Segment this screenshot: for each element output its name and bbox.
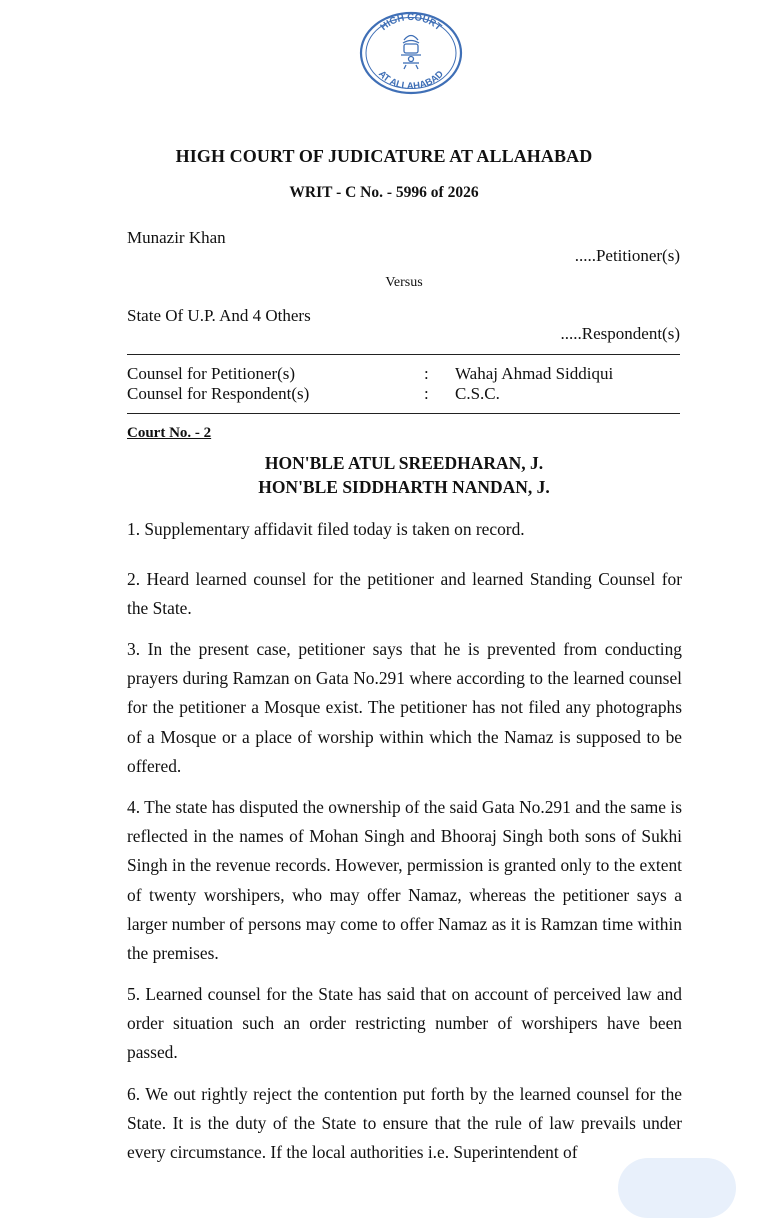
seal-bottom-text: AT ALLAHABAD: [376, 68, 446, 93]
case-number: WRIT - C No. - 5996 of 2026: [289, 184, 479, 201]
counsel-label: Counsel for Petitioner(s): [127, 364, 296, 383]
order-paragraph: 4. The state has disputed the ownership of the said Gata No.291 and the same is reflected in the names of Mohan Singh and Bhooraj Singh both sons of Sukhi Singh in the revenue records. However, permission is granted only to the extent of twenty worshipers, who may offer Namaz, whereas the petitioner says a larger number of persons may come to offer Namaz as it is Ramzan time within the premises.: [127, 797, 682, 964]
svg-text:HIGH COURT: [378, 12, 443, 33]
counsel-colon: :: [424, 384, 429, 403]
order-paragraph: 5. Learned counsel for the State has said that on account of perceived law and order situation such an order restricting number of worshipers have been passed.: [127, 984, 682, 1063]
versus-label: Versus: [385, 275, 423, 290]
order-paragraph: 1. Supplementary affidavit filed today is taken on record.: [127, 519, 525, 539]
court-title: HIGH COURT OF JUDICATURE AT ALLAHABAD: [175, 146, 593, 166]
order-paragraph: 2. Heard learned counsel for the petitioner and learned Standing Counsel for the State.: [127, 569, 682, 619]
petitioner-role: .....Petitioner(s): [574, 246, 680, 265]
bench-judge: HON'BLE SIDDHARTH NANDAN, J.: [258, 477, 550, 497]
bench-judge: HON'BLE ATUL SREEDHARAN, J.: [264, 453, 544, 473]
counsel-value: Wahaj Ahmad Siddiqui: [455, 364, 614, 383]
court-seal-icon: [358, 10, 464, 96]
counsel-value: C.S.C.: [455, 384, 500, 403]
order-paragraph: 6. We out rightly reject the contention put forth by the learned counsel for the State. It is the duty of the State to ensure that the rule of law prevails under every circumstance. If the local authorities i.e. Superintendent of: [127, 1084, 682, 1163]
counsel-colon: :: [424, 364, 429, 383]
respondent-role: .....Respondent(s): [560, 324, 680, 343]
petitioner-name: Munazir Khan: [127, 228, 226, 247]
floating-overlay: [618, 1158, 736, 1218]
order-paragraph: 3. In the present case, petitioner says that he is prevented from conducting prayers during Ramzan on Gata No.291 where according to the learned counsel for the petitioner a Mosque exist. The petitioner has not filed any photographs of a Mosque or a place of worship within which the Namaz is supposed to be offered.: [127, 639, 682, 776]
emblem-icon: [401, 36, 421, 70]
counsel-label: Counsel for Respondent(s): [127, 384, 310, 403]
respondent-name: State Of U.P. And 4 Others: [127, 306, 311, 325]
divider-bottom: [127, 413, 680, 414]
divider-top: [127, 354, 680, 355]
court-number: Court No. - 2: [127, 425, 212, 441]
court-seal: [358, 10, 464, 96]
seal-top-text: HIGH COURT: [378, 11, 444, 34]
